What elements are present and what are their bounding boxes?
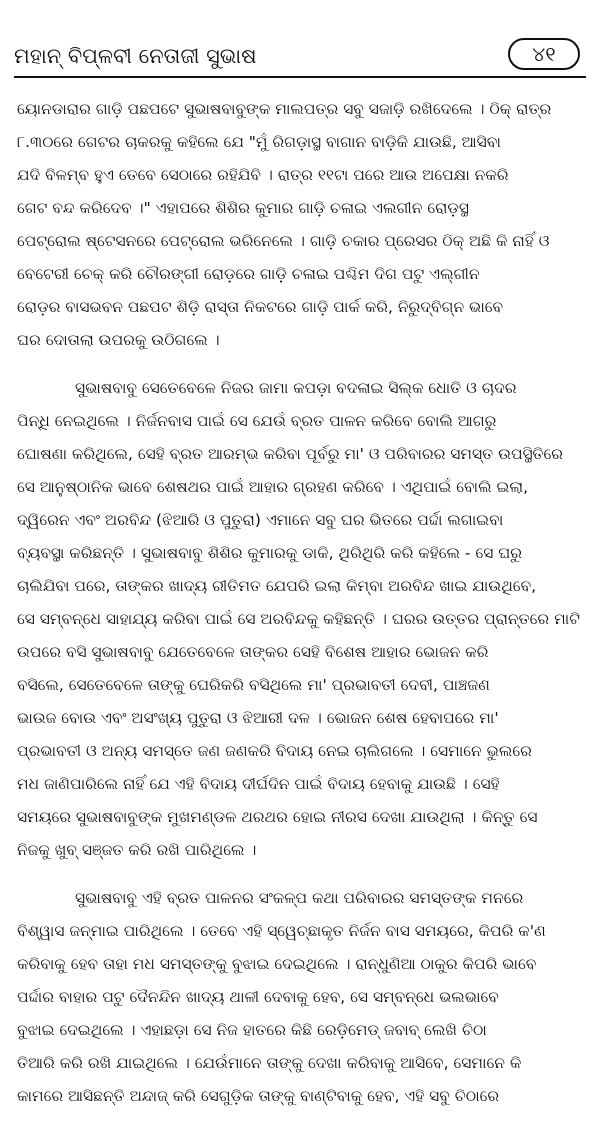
text-line: ଗେଟ ବନ୍ଦ କରିଦେବ ।" ଏହାପରେ ଶିଶିର କୁମାର ଗାଡ଼ି ଚଳାଇ ଏଲଗୀନ ରୋଡ଼ସ୍ଥ xyxy=(17,199,469,217)
text-line: କାମରେ ଆସିଛନ୍ତି ଅନ୍ଦାଜ୍ କରି ସେଗୁଡ଼ିକ ତାଙ୍କୁ ବାଣ୍ଟିବାକୁ ହେବ, ଏହି ସବୁ ଚିଠାରେ xyxy=(17,1087,500,1105)
text-line: କରିବାକୁ ହେବ ତାହା ମଧ ସମସ୍ତଙ୍କୁ ବୁଝାଇ ଦେଇଥିଲେ । ରାନ୍ଧୁଣିଆ ଠାକୁର କିପରି ଭାବେ xyxy=(17,955,537,973)
text-line: ୟୋନଡାରାର ଗାଡ଼ି ପଛପଟେ ସୁଭାଷବାବୁଙ୍କ ମାଲପତ୍ର ସବୁ ସଜାଡ଼ି ରଖିଦେଲେ । ଠିକ୍ ରାତ୍ର xyxy=(17,100,552,118)
text-line: ମଧ ଜାଣିପାରିଲେ ନାହିଁ ଯେ ଏହି ବିଦାୟ ଦୀର୍ଘଦିନ ପାଇଁ ବିଦାୟ ହେବାକୁ ଯାଉଛି । ସେହି xyxy=(17,775,500,793)
text-line: ସେ ସମ୍ବନ୍ଧେ ସାହାଯ୍ୟ କରିବା ପାଇଁ ସେ ଅରବିନ୍ଦକୁ କହିଛନ୍ତି । ଘରର ଉତ୍ତର ପ୍ରାନ୍ତରେ ମାଟି xyxy=(17,610,580,628)
text-line: ଉପରେ ବସି ସୁଭାଷବାବୁ ଯେତେବେଳେ ତାଙ୍କର ସେହି ବିଶେଷ ଆହାର ଭୋଜନ କରି xyxy=(17,643,489,661)
text-line: ସୁଭାଷବାବୁ ସେତେବେଳେ ନିଜର ଜାମା କପଡ଼ା ବଦଳାଇ ସିଲ୍କ ଧୋତି ଓ ଚାଦର xyxy=(75,379,517,397)
text-line: ବୁଝାଇ ଦେଇଥିଲେ । ଏହାଛଡ଼ା ସେ ନିଜ ହାତରେ କିଛି ରେଡ଼ିମେଡ୍ ଜବାବ୍ ଲେଖି ଚିଠା xyxy=(17,1021,487,1039)
text-line: ବେଟେରୀ ଚେକ୍ କରି ଚୌରଙ୍ଗୀ ରୋଡ଼ରେ ଗାଡ଼ି ଚଳାଇ ପଶ୍ଚିମ ଦିଗ ପଟୁ ଏଲ୍‌ଗୀନ xyxy=(17,265,480,283)
text-line: ସେ ଆନୁଷ୍ଠାନିକ ଭାବେ ଶେଷଥର ପାଇଁ ଆହାର ଗ୍ରହଣ କରିବେ । ଏଥିପାଇଁ ବୋଲି ଇଲା, xyxy=(17,478,529,496)
text-line: ସୁଭାଷବାବୁ ଏହି ବ୍ରତ ପାଳନର ସଂକଳ୍ପ କଥା ପରିବାରର ସମସ୍ତଙ୍କ ମନରେ xyxy=(75,889,524,907)
running-title: ମହାନ୍ ବିପ୍ଳବୀ ନେତାଜୀ ସୁଭାଷ xyxy=(14,44,257,68)
header-rule xyxy=(14,76,586,78)
paragraph-2 xyxy=(17,372,585,867)
text-line: ଦ୍ୱିରେନ ଏବଂ ଅରବିନ୍ଦ (ଝିଆରି ଓ ପୁତୁରା) ଏମାନେ ସବୁ ଘର ଭିତରେ ପର୍ଦ୍ଦା ଲଗାଇବା xyxy=(17,511,504,529)
text-line: ଚାଲିଯିବା ପରେ, ତାଙ୍କର ଖାଦ୍ୟ ରୀତିମତ ଯେପରି ଇଲା କିମ୍ବା ଅରବିନ୍ଦ ଖାଇ ଯାଉଥିବେ, xyxy=(17,577,537,595)
text-line: ବସିଲେ, ସେତେବେଳେ ତାଙ୍କୁ ଘେରିକରି ବସିଥିଲେ ମା' ପ୍ରଭାବତୀ ଦେବୀ, ପାଞ୍ଚଜଣ xyxy=(17,676,490,694)
body-text xyxy=(17,93,585,1128)
text-line: ପର୍ଦ୍ଦାର ବାହାର ପଟୁ ଦୈନନ୍ଦିନ ଖାଦ୍ୟ ଥାଳୀ ଦେବାକୁ ହେବ, ସେ ସମ୍ବନ୍ଧେ ଭଲଭାବେ xyxy=(17,988,499,1006)
paragraph-1 xyxy=(17,93,585,357)
text-line: ପେଟ୍ରୋଲ ଷ୍ଟେସନରେ ପେଟ୍ରୋଲ ଭରିନେଲେ । ଗାଡ଼ି ଚକାର ପ୍ରେସର ଠିକ୍ ଅଛି କି ନାହିଁ ଓ xyxy=(17,232,550,250)
text-line: ତିଆରି କରି ରଖି ଯାଇଥିଲେ । ଯେଉଁମାନେ ତାଙ୍କୁ ଦେଖା କରିବାକୁ ଆସିବେ, ସେମାନେ କି xyxy=(17,1054,522,1072)
text-line: ବ୍ୟବସ୍ଥା କରିଛନ୍ତି । ସୁଭାଷବାବୁ ଶିଶିର କୁମାରକୁ ଡାକି, ଥିରିଥିରି କରି କହିଲେ - ସେ ଘରୁ xyxy=(17,544,523,562)
text-line: ରୋଡ଼ର ବାସଭବନ ପଛପଟ ଶିଡ଼ି ରାସ୍ତା ନିକଟରେ ଗାଡ଼ି ପାର୍କ କରି, ନିରୁଦ୍‌ବିଗ୍ନ ଭାବେ xyxy=(17,298,504,316)
text-line: ପିନ୍ଧି ନେଇଥିଲେ । ନିର୍ଜନବାସ ପାଇଁ ସେ ଯେଉଁ ବ୍ରତ ପାଳନ କରିବେ ବୋଲି ଆଗରୁ xyxy=(17,412,497,430)
text-line: ୮.୩୦ରେ ଗେଟର ଚାକରକୁ କହିଲେ ଯେ "ମୁଁ ରିଗଡ଼ାସ୍ଥ ବାଗାନ ବାଡ଼ିକି ଯାଉଛି, ଆସିବା xyxy=(17,133,501,151)
text-line: ଯଦି ବିଳମ୍ବ ହୁଏ ତେବେ ସେଠାରେ ରହିଯିବି । ରାତ୍ର ୧୧ଟା ପରେ ଆଉ ଅପେକ୍ଷା ନକରି xyxy=(17,166,509,184)
page-header xyxy=(14,30,586,82)
text-line: ଭାଉଜ ବୋଉ ଏବଂ ଅସଂଖ୍ୟ ପୁତୁରା ଓ ଝିଆରୀ ଦଳ । ଭୋଜନ ଶେଷ ହେବାପରେ ମା' xyxy=(17,709,499,727)
paragraph-3 xyxy=(17,882,585,1113)
page-number-badge: ୪୧ xyxy=(508,38,580,70)
text-line: ଘୋଷଣା କରିଥିଲେ, ସେହି ବ୍ରତ ଆରମ୍ଭ କରିବା ପୂର୍ବରୁ ମା' ଓ ପରିବାରର ସମସ୍ତ ଉପସ୍ଥିତିରେ xyxy=(17,445,564,463)
text-line: ପ୍ରଭାବତୀ ଓ ଅନ୍ୟ ସମସ୍ତେ ଜଣ ଜଣକରି ବିଦାୟ ନେଇ ଚାଲିଗଲେ । ସେମାନେ ଭୁଲରେ xyxy=(17,742,532,760)
text-line: ଘର ଦୋତାଲା ଉପରକୁ ଉଠିଗଲେ । xyxy=(17,331,220,349)
text-line: ବିଶ୍ୱାସ ଜନ୍ମାଇ ପାରିଥିଲେ । ତେବେ ଏହି ସ୍ୱେଚ୍ଛାକୃତ ନିର୍ଜନ ବାସ ସମୟରେ, କିପରି କ'ଣ xyxy=(17,922,546,940)
text-line: ସମୟରେ ସୁଭାଷବାବୁଙ୍କ ମୁଖମଣ୍ଡଳ ଥରଥର ହୋଇ ନୀରସ ଦେଖା ଯାଉଥିଲା । କିନ୍ତୁ ସେ xyxy=(17,808,538,826)
text-line: ନିଜକୁ ଖୁବ୍ ସଞ୍ଜତ କରି ରଖି ପାରିଥିଲେ । xyxy=(17,841,257,859)
